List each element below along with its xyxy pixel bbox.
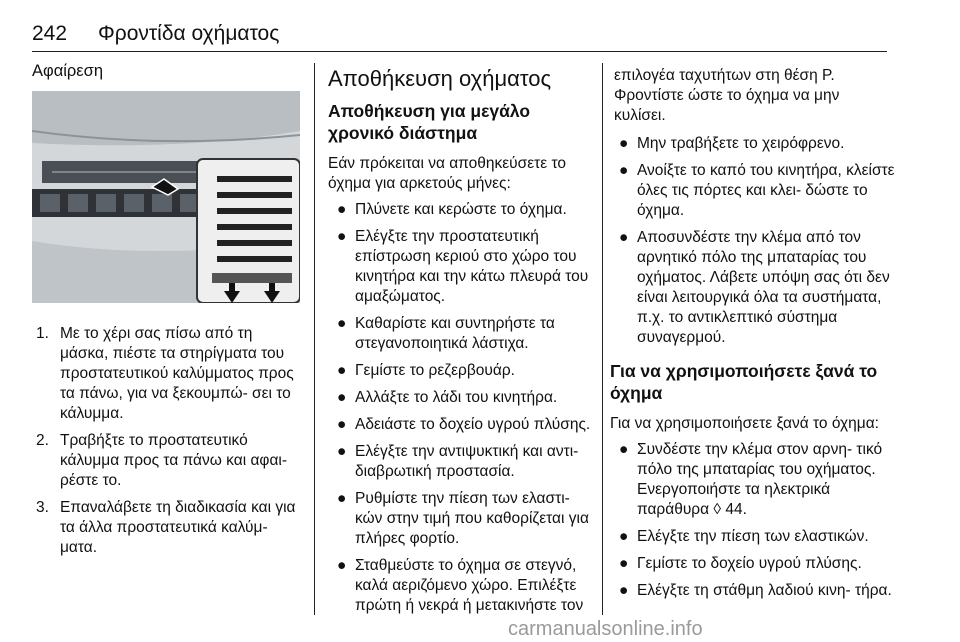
list-item: ● Αδειάστε το δοχείο υγρού πλύσης. [337, 416, 591, 433]
list-item: ● Ελέγξτε την αντιψυκτική και αντι- διαβρωτική προστασία. [337, 443, 579, 480]
grille-cover-illustration [32, 91, 300, 303]
page-title: Φροντίδα οχήματος [98, 22, 280, 45]
reuse-checklist [610, 440, 895, 601]
column-right [610, 58, 895, 608]
heading-vehicle-storage: Αποθήκευση οχήματος [328, 66, 552, 91]
continuation-paragraph: επιλογέα ταχυτήτων στη θέση P. Φροντίστε ώστε το όχημα να μην κυλίσει. [614, 67, 840, 124]
list-item: ● Ελέγξτε την προστατευτική επίστρωση κεριού στο χώρο του κινητήρα και την κάτω πλευρά του αμαξώματος. [337, 228, 589, 305]
intro-paragraph: Εάν πρόκειται να αποθηκεύσετε το όχημα για αρκετούς μήνες: [328, 155, 566, 192]
list-item: ● Ανοίξτε το καπό του κινητήρα, κλείστε όλες τις πόρτες και κλει- δώστε το όχημα. [619, 162, 895, 219]
list-item: 2. Τραβήξτε το προστατευτικό κάλυμμα προς τα πάνω και αφαι- ρέστε το. [36, 432, 288, 489]
list-item: ● Γεμίστε το ρεζερβουάρ. [337, 362, 515, 379]
list-item: ● Ελέγξτε την πίεση των ελαστικών. [619, 528, 869, 545]
list-item: ● Γεμίστε το δοχείο υγρού πλύσης. [619, 555, 862, 572]
header-divider [32, 51, 887, 52]
column-middle [328, 58, 598, 623]
list-item: 3. Επαναλάβετε τη διαδικασία και για τα άλλα προστατευτικά καλύμ- ματα. [36, 499, 296, 556]
subheading-reuse-vehicle: Για να χρησιμοποιήσετε ξανά το όχημα [610, 361, 878, 403]
column-left [32, 58, 302, 565]
subheading-long-term-storage: Αποθήκευση για μεγάλο χρονικό διάστημα [328, 101, 531, 143]
list-item: ● Αλλάξτε το λάδι του κινητήρα. [337, 389, 558, 406]
list-item: ● Καθαρίστε και συντηρήστε τα στεγανοποιητικά λάστιχα. [337, 315, 555, 352]
page-number: 242 [32, 22, 68, 45]
section-title-removal: Αφαίρεση [32, 62, 104, 80]
removal-steps [32, 324, 302, 558]
watermark: carmanualsonline.info [508, 618, 703, 640]
intro-paragraph-reuse: Για να χρησιμοποιήσετε ξανά το όχημα: [610, 415, 879, 432]
list-item: ● Συνδέστε την κλέμα στον αρνη- τικό πόλο της μπαταρίας του οχήματος. Ενεργοποιήστε τα ηλεκτρικά παράθυρα ◊ 44. [619, 441, 883, 518]
list-item: ● Αποσυνδέστε την κλέμα από τον αρνητικό πόλο της μπαταρίας του οχήματος. Λάβετε υπόψη σας ότι δεν είναι λειτουργικά όλα τα συστήματα, π.χ. το αντικλεπτικό σύστημα συναγερμού. [619, 229, 890, 346]
storage-checklist [328, 200, 598, 616]
column-divider-1 [314, 63, 315, 615]
storage-checklist-continued [610, 134, 895, 348]
list-item: ● Σταθμεύστε το όχημα σε στεγνό, καλά αεριζόμενο χώρο. Επιλέξτε πρώτη ή νεκρά ή μετακινήστε τον [337, 557, 584, 614]
list-item: ● Πλύνετε και κερώστε το όχημα. [337, 201, 567, 218]
list-item: ● Μην τραβήξετε το χειρόφρενο. [619, 135, 845, 152]
list-item: ● Ρυθμίστε την πίεση των ελαστι- κών στην τιμή που καθορίζεται για πλήρες φορτίο. [337, 490, 589, 547]
column-divider-2 [602, 63, 603, 615]
page-header [32, 22, 892, 50]
list-item: ● Ελέγξτε τη στάθμη λαδιού κινη- τήρα. [619, 582, 892, 599]
list-item: 1. Με το χέρι σας πίσω από τη μάσκα, πιέστε τα στηρίγματα του προστατευτικού καλύμματος προς τα πάνω, για να ξεκουμπώ- σει το κάλυμμα. [36, 325, 294, 422]
